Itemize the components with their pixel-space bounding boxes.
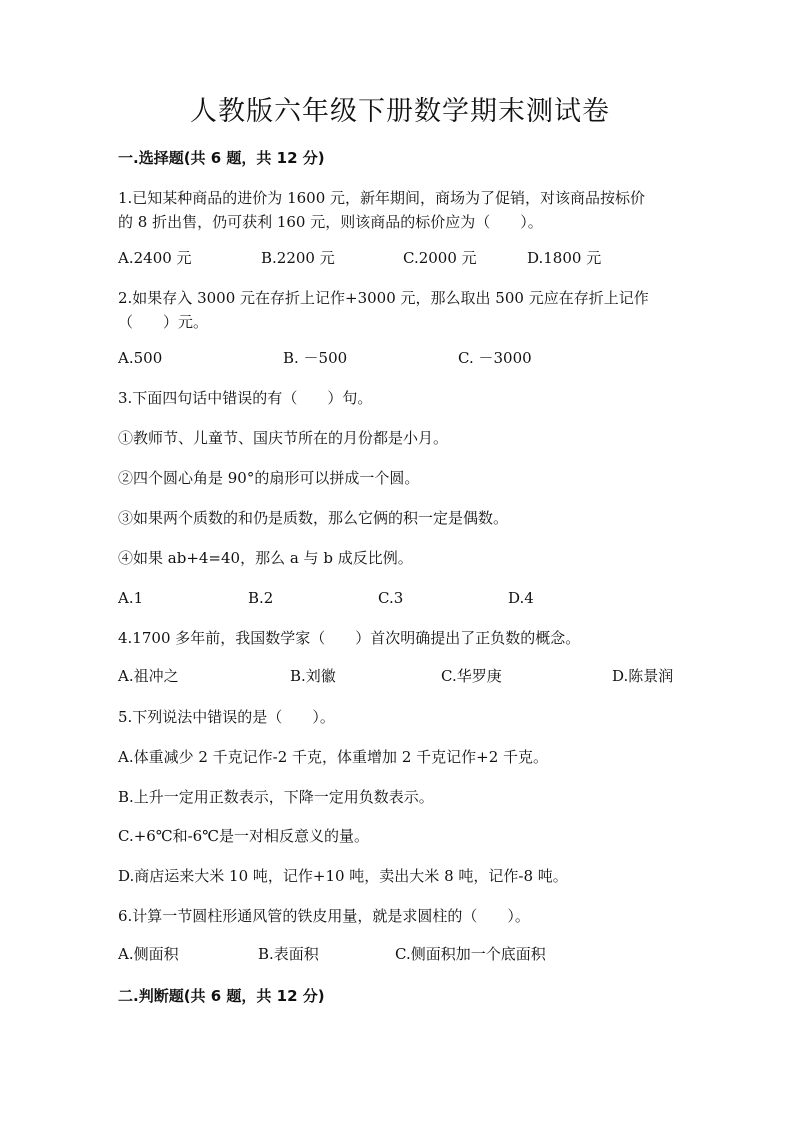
- question-3-option-d: D.4: [508, 589, 534, 607]
- question-4-option-d: D.陈景润: [612, 667, 674, 685]
- question-6-stem: 6.计算一节圆柱形通风管的铁皮用量，就是求圆柱的（ ）。: [118, 907, 530, 925]
- question-6-option-a: A.侧面积: [118, 945, 179, 963]
- question-2-option-a: A.500: [118, 349, 163, 367]
- page-title: 人教版六年级下册数学期末测试卷: [190, 96, 610, 127]
- question-5-option-a: A.体重减少 2 千克记作-2 千克，体重增加 2 千克记作+2 千克。: [118, 748, 549, 766]
- question-4-stem: 4.1700 多年前，我国数学家（ ）首次明确提出了正负数的概念。: [118, 629, 581, 647]
- question-1-option-c: C.2000 元: [403, 249, 477, 267]
- question-3-stem: 3.下面四句话中错误的有（ ）句。: [118, 389, 373, 407]
- question-1-line-1: 1.已知某种商品的进价为 1600 元，新年期间，商场为了促销，对该商品按标价: [118, 189, 646, 207]
- question-2-option-c: C. －3000: [458, 349, 532, 367]
- question-3-statement-1: ①教师节、儿童节、国庆节所在的月份都是小月。: [118, 429, 449, 447]
- question-3-option-c: C.3: [378, 589, 404, 607]
- question-2-option-b: B. －500: [283, 349, 348, 367]
- question-3-option-a: A.1: [118, 589, 144, 607]
- question-6-option-c: C.侧面积加一个底面积: [395, 945, 546, 963]
- question-2-stem: [118, 286, 688, 334]
- question-5-option-d: D.商店运来大米 10 吨，记作+10 吨，卖出大米 8 吨，记作-8 吨。: [118, 867, 568, 885]
- question-1-option-d: D.1800 元: [527, 249, 602, 267]
- question-2-line-2: （ ）元。: [118, 313, 209, 331]
- question-1-line-2: 的 8 折出售，仍可获利 160 元，则该商品的标价应为（ ）。: [118, 213, 543, 231]
- question-2-line-1: 2.如果存入 3000 元在存折上记作+3000 元，那么取出 500 元应在存折上记作: [118, 289, 649, 307]
- question-4-option-a: A.祖冲之: [118, 667, 179, 685]
- question-4-option-c: C.华罗庚: [441, 667, 502, 685]
- question-1-option-a: A.2400 元: [118, 249, 192, 267]
- question-3-statement-4: ④如果 ab+4=40，那么 a 与 b 成反比例。: [118, 549, 413, 567]
- question-4-option-b: B.刘徽: [290, 667, 336, 685]
- question-1-stem: [118, 186, 688, 234]
- question-5-stem: 5.下列说法中错误的是（ ）。: [118, 708, 335, 726]
- question-3-statement-3: ③如果两个质数的和仍是质数，那么它俩的积一定是偶数。: [118, 509, 509, 527]
- question-6-option-b: B.表面积: [258, 945, 319, 963]
- question-1-option-b: B.2200 元: [261, 249, 335, 267]
- section-heading-judgement: 二.判断题(共 6 题，共 12 分): [118, 987, 325, 1005]
- question-5-option-c: C.+6℃和-6℃是一对相反意义的量。: [118, 827, 369, 845]
- question-5-option-b: B.上升一定用正数表示，下降一定用负数表示。: [118, 788, 434, 806]
- question-3-option-b: B.2: [248, 589, 274, 607]
- section-heading-choice: 一.选择题(共 6 题，共 12 分): [118, 149, 325, 167]
- question-3-statement-2: ②四个圆心角是 90°的扇形可以拼成一个圆。: [118, 469, 420, 487]
